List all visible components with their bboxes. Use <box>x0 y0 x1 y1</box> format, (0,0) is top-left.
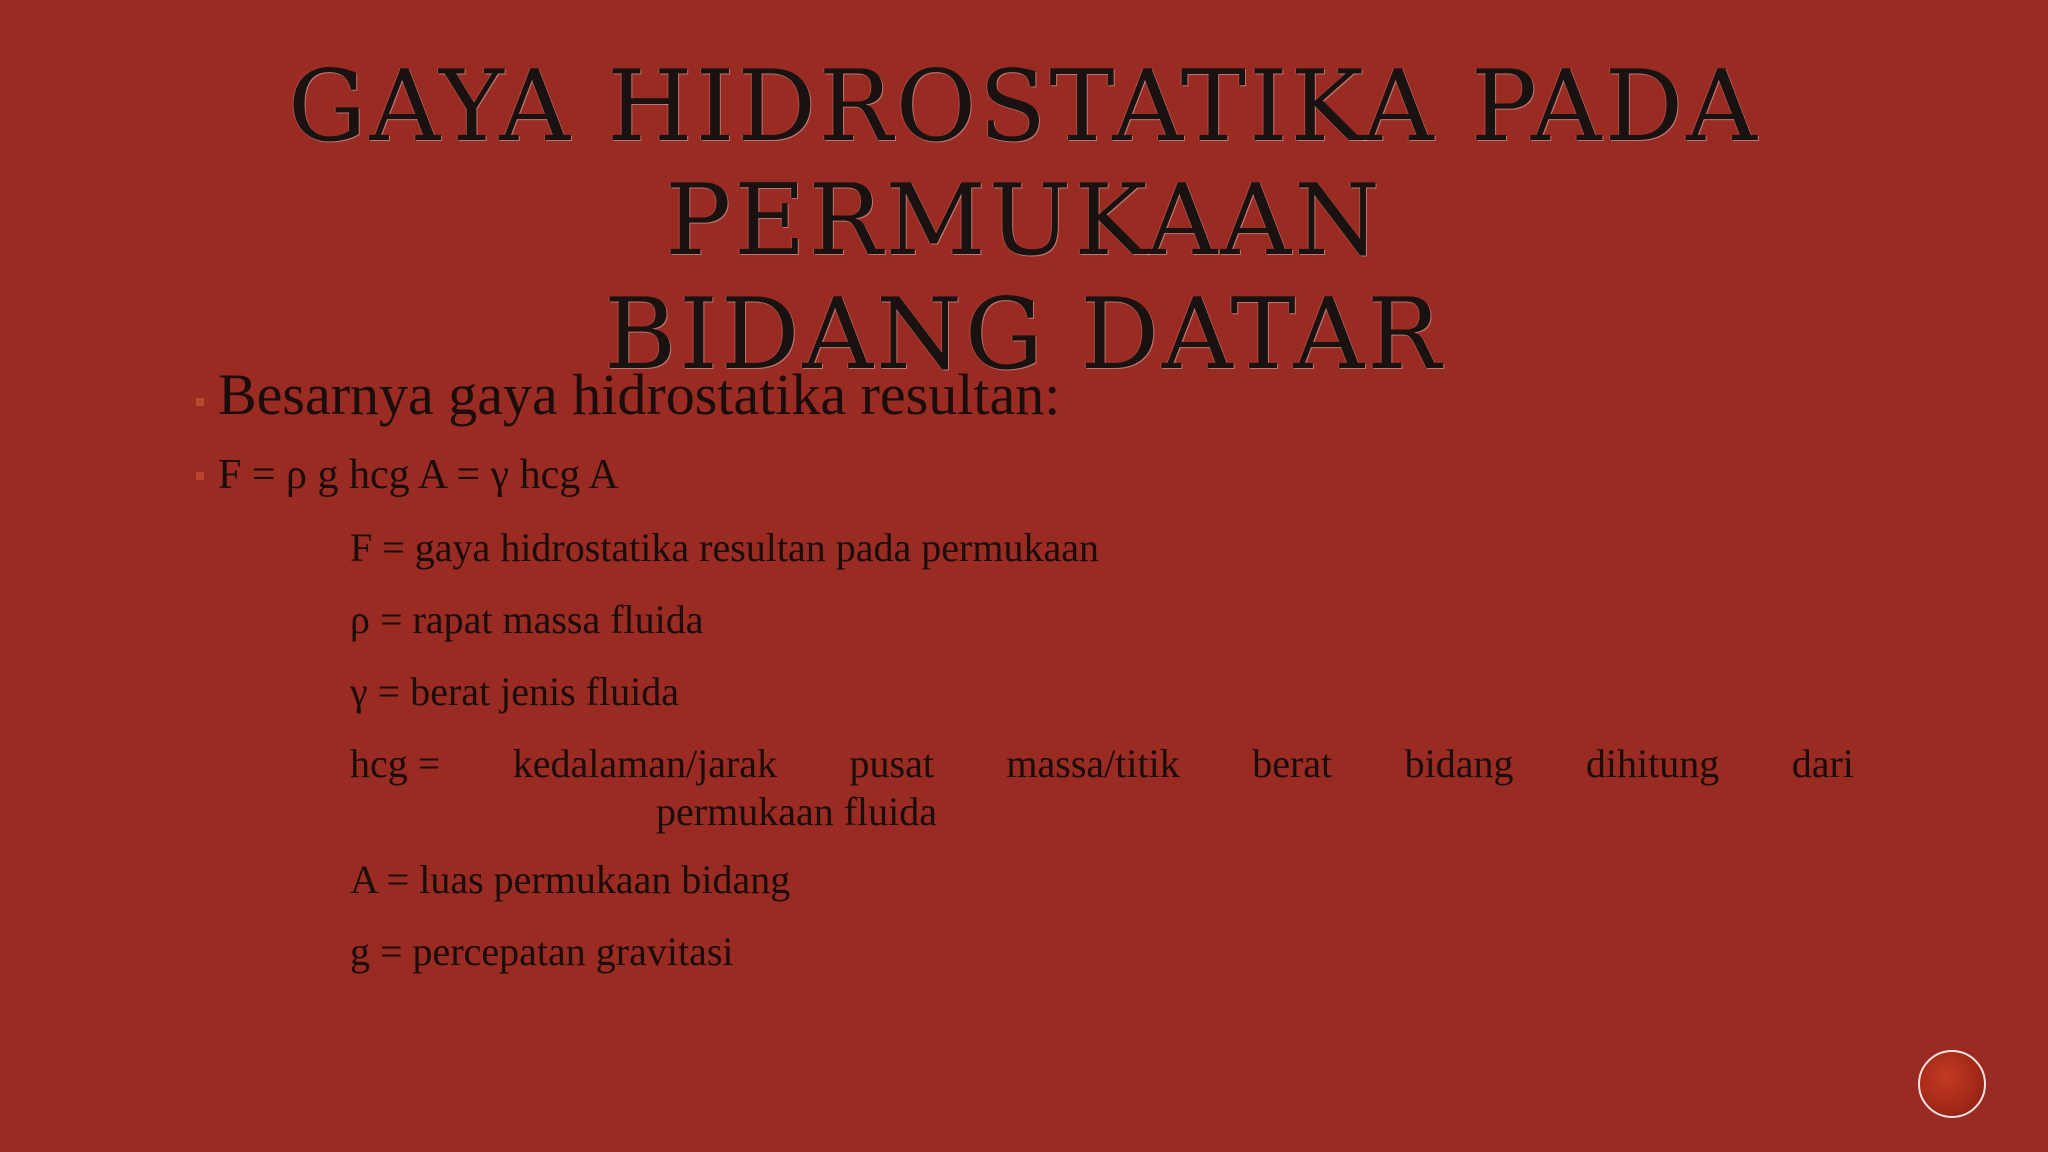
slide-title <box>0 50 2048 392</box>
bullet-item <box>196 360 1060 430</box>
bullet-text-heading: Besarnya gaya hidrostatika resultan: <box>218 362 1061 427</box>
hcg-word: dihitung <box>1585 741 1720 786</box>
hcg-word: kedalaman/jarak <box>512 741 778 786</box>
definition-hcg-line-1 <box>350 740 1854 788</box>
hcg-word: bidang <box>1404 741 1514 786</box>
bullet-marker <box>196 398 204 406</box>
hcg-word: berat <box>1252 741 1333 786</box>
definition-hcg-line-2: permukaan fluida <box>656 789 937 834</box>
definition-g: g = percepatan gravitasi <box>350 929 734 974</box>
hcg-word: pusat <box>849 741 934 786</box>
hcg-word: hcg = <box>350 741 441 786</box>
definition-gamma: γ = berat jenis fluida <box>350 669 680 714</box>
bullet-text-formula: F = ρ g hcg A = γ hcg A <box>218 452 619 498</box>
title-line-2: PERMUKAAN <box>665 164 1383 278</box>
hcg-word: dari <box>1791 741 1854 786</box>
slide-corner-circle-icon <box>1918 1050 1986 1118</box>
definition-hcg <box>350 740 1854 836</box>
title-line-3: BIDANG DATAR <box>604 278 1444 392</box>
hcg-word: massa/titik <box>1006 741 1180 786</box>
bullet-marker <box>196 472 204 480</box>
definition-A: A = luas permukaan bidang <box>350 857 791 902</box>
definition-rho: ρ = rapat massa fluida <box>350 597 704 642</box>
title-line-1: GAYA HIDROSTATIKA PADA <box>288 50 1760 164</box>
definition-F: F = gaya hidrostatika resultan pada permukaan <box>350 525 1099 570</box>
bullet-item <box>196 448 619 502</box>
